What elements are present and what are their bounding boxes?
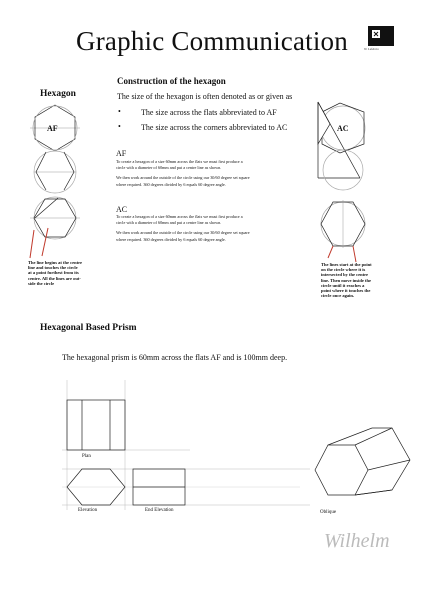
bullet-dot-icon: • (118, 122, 121, 131)
hexagon-heading: Hexagon (40, 89, 76, 99)
bullet-dot-icon: • (118, 107, 121, 116)
label-ac: AC (337, 124, 349, 133)
signature: Wilhelm (324, 530, 390, 552)
hexagon-intro: The size of the hexagon is often denoted as or given as (117, 92, 293, 101)
hexagon-af-step3 (30, 197, 80, 258)
bullet-ac: The size across the corners abbreviated to AC (141, 123, 288, 132)
label-plan: Plan (82, 454, 91, 459)
ac-line: To create a hexagon of a size 60mm across the flats we must first produce a (116, 214, 243, 219)
af-heading: AF (116, 149, 127, 158)
af-line: We then work around the outside of the circle using our 30/60 degree set square (116, 174, 250, 180)
ac-line: circle with a diameter of 60mm and put a centre line as shown. (116, 219, 222, 225)
page-title: Graphic Communication (76, 26, 348, 56)
logo-caption: W. Lefebvre (364, 47, 379, 51)
af-line: circle with a diameter of 60mm and put a centre line as shown. (116, 164, 222, 170)
left-construction-note: The line begins at the centre line and touches the circle at a point furthest from its centre. All the lines are out- side the circle (28, 260, 83, 286)
hexagon-ac-step3 (321, 200, 365, 262)
label-elevation: Elevation (78, 508, 98, 513)
ac-line: where required. 360 degrees divided by 6 equals 60 degree angle. (116, 237, 226, 243)
bullet-af: The size across the flats abbreviated to AF (141, 108, 277, 117)
af-line: where required. 360 degrees divided by 6 equals 60 degree angle. (116, 182, 226, 188)
af-line: To create a hexagon of a size 60mm across the flats we must first produce a (116, 159, 243, 164)
prism-heading: Hexagonal Based Prism (40, 323, 137, 333)
orthographic-projection (62, 380, 410, 510)
ac-line: We then work around the outside of the circle using our 30/60 degree set square (116, 229, 250, 235)
right-construction-note: The lines start at the point on the circle where it is intersected by the centre line. Then move inside the circle until it reaches a point where it touches the circle once again. (321, 262, 372, 299)
prism-description: The hexagonal prism is 60mm across the flats AF and is 100mm deep. (62, 353, 288, 362)
hexagon-ac-construction (318, 102, 365, 178)
label-af: AF (47, 124, 58, 133)
hexagon-af-step2 (34, 151, 76, 193)
ac-heading: AC (116, 205, 128, 214)
label-oblique: Oblique (320, 510, 337, 515)
construction-heading: Construction of the hexagon (117, 76, 226, 86)
label-end-elevation: End Elevation (145, 508, 174, 513)
hexagon-ac-step2 (323, 150, 363, 190)
